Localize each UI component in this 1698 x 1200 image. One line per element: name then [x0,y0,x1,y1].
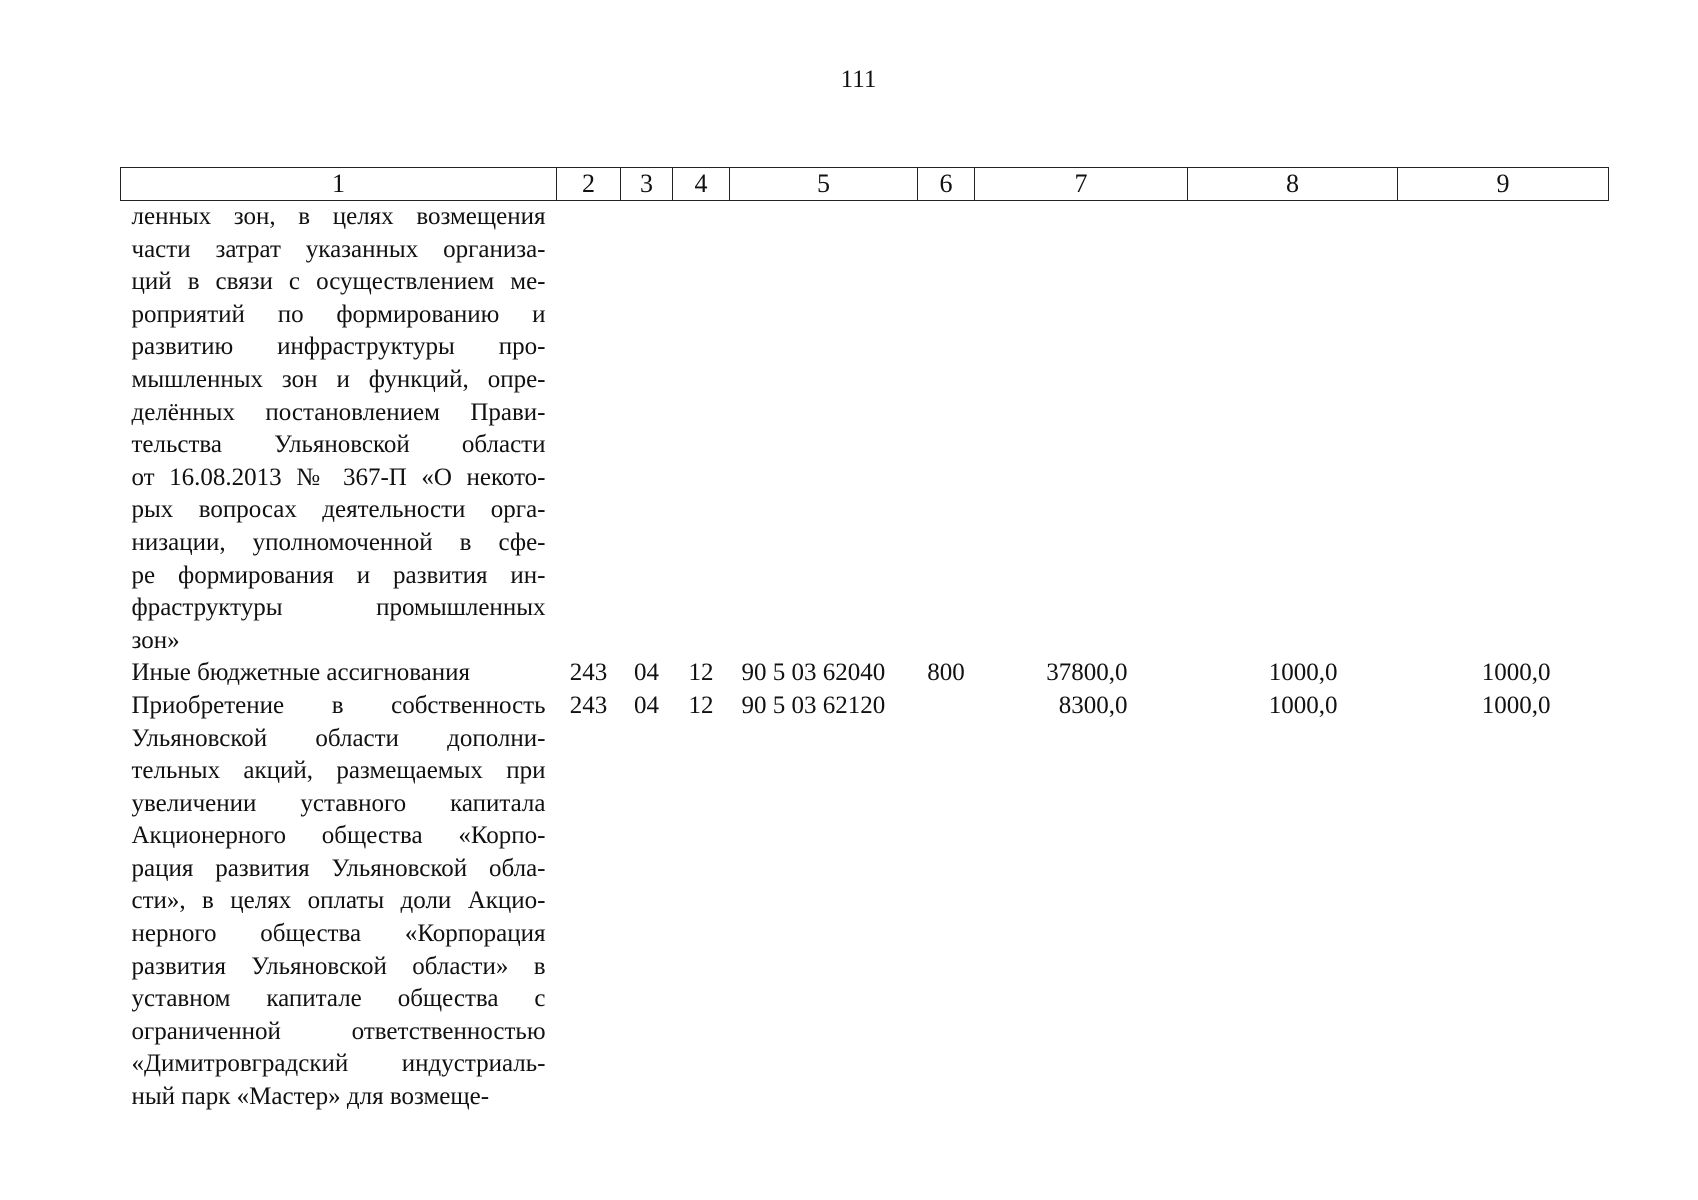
row-name-line: нерного общества «Корпорация [131,920,546,948]
row-name-line: увеличении уставного капитала [131,789,546,817]
row-name-line: Иные бюджетные ассигнования [131,659,471,687]
row-code-chapter: 04 [634,691,659,719]
table-row [121,657,1609,690]
table-header-row [121,168,1609,201]
budget-table [120,167,1609,1114]
row-code-chapter [621,201,673,658]
row-name-line: от 16.08.2013 № 367-П «О некото- [131,463,546,491]
row-amount-col9: 1000,0 [1481,659,1551,687]
row-name-line: ций в связи с осуществлением ме- [131,268,546,296]
row-amount-col9: 1000,0 [1481,691,1551,719]
row-name-line: «Димитровградский индустриаль- [131,1050,546,1078]
row-code-section: 243 [569,659,608,687]
row-name-line: развитию инфраструктуры про- [131,333,546,361]
row-name-cell [121,657,557,690]
row-name-line: роприятий по формированию и [131,300,546,328]
row-name-line: фраструктуры промышленных [131,594,546,622]
row-name-line: части затрат указанных организа- [131,235,546,263]
row-code-target [730,201,918,658]
column-header-1: 1 [121,168,557,201]
row-code-section: 243 [569,691,608,719]
row-name-line: тельных акций, размещаемых при [131,757,546,785]
row-name-line: рация развития Ульяновской обла- [131,854,546,882]
row-amount-col9 [1398,201,1609,658]
column-header-6: 6 [918,168,975,201]
table-row [121,690,1609,1114]
row-name-line: ограниченной ответственностью [131,1017,546,1045]
row-name-cell [121,201,557,658]
row-amount-col8: 1000,0 [1268,659,1338,687]
row-amount-col8 [1188,201,1398,658]
row-amount-col7: 37800,0 [1046,659,1128,687]
row-name-line: ленных зон, в целях возмещения [131,203,546,230]
row-code-expense-type [918,201,975,658]
row-amount-col7 [975,201,1188,658]
column-header-7: 7 [975,168,1188,201]
row-name-line: Приобретение в собственность [131,691,546,719]
column-header-4: 4 [673,168,730,201]
row-code-section [557,201,621,658]
row-code-subchapter: 12 [688,659,714,687]
row-code-expense-type: 800 [927,659,965,687]
row-name-line: низации, уполномоченной в сфе- [131,528,546,556]
row-name-line: развития Ульяновской области» в [131,952,546,980]
row-code-target: 90 5 03 62040 [741,659,886,687]
table-row [121,201,1609,658]
column-header-8: 8 [1188,168,1398,201]
row-code-target: 90 5 03 62120 [741,691,886,719]
row-name-line: уставном капитале общества с [131,985,546,1013]
row-name-line: Акционерного общества «Корпо- [131,822,546,850]
row-name-line: ре формирования и развития ин- [131,561,546,589]
row-code-subchapter [673,201,730,658]
column-header-9: 9 [1398,168,1609,201]
row-name-line: тельства Ульяновской области [131,431,546,459]
column-header-5: 5 [730,168,918,201]
row-name-line: зон» [131,626,180,654]
row-amount-col8: 1000,0 [1268,691,1338,719]
row-code-subchapter: 12 [688,691,714,719]
row-name-line: рых вопросах деятельности орга- [131,496,546,524]
row-amount-col7: 8300,0 [1058,691,1128,719]
row-code-expense-type [918,690,975,1114]
row-code-chapter: 04 [634,659,659,687]
row-name-line: сти», в целях оплаты доли Акцио- [131,887,546,915]
column-header-2: 2 [557,168,621,201]
row-name-line: мышленных зон и функций, опре- [131,365,546,393]
row-name-line: ный парк «Мастер» для возмеще- [131,1083,490,1111]
row-name-line: Ульяновской области дополни- [131,724,546,752]
row-name-line: делённых постановлением Прави- [131,398,546,426]
column-header-3: 3 [621,168,673,201]
page-number: 111 [840,66,877,93]
row-name-cell [121,690,557,1114]
